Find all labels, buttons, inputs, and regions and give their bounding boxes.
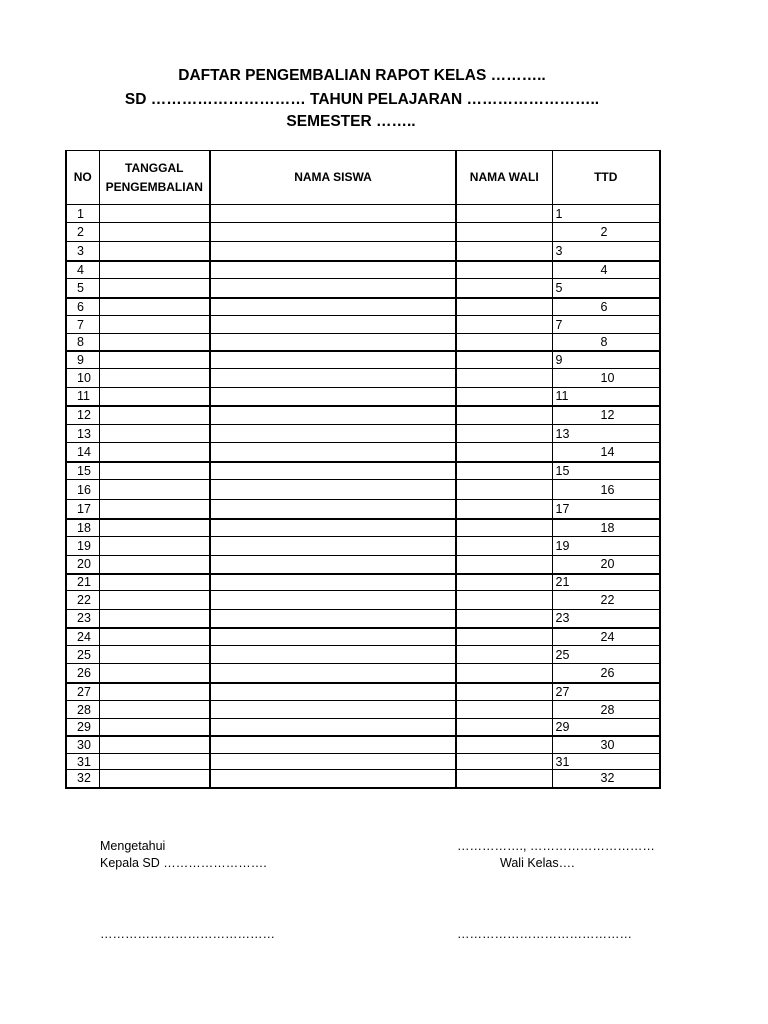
table-row xyxy=(66,610,660,628)
table-row xyxy=(66,646,660,664)
row-number: 9 xyxy=(66,351,99,369)
title-line-2: SD ………………………… TAHUN PELAJARAN …………………….. xyxy=(124,91,600,108)
cell-ttd-number: 6 xyxy=(552,298,660,316)
cell-nama-siswa xyxy=(210,646,456,664)
cell-nama-wali xyxy=(456,556,552,574)
row-number: 6 xyxy=(66,298,99,316)
row-number: 5 xyxy=(66,279,99,298)
cell-tanggal xyxy=(99,683,210,701)
cell-nama-wali xyxy=(456,425,552,443)
cell-nama-siswa xyxy=(210,719,456,736)
cell-nama-wali xyxy=(456,334,552,351)
cell-tanggal xyxy=(99,425,210,443)
cell-ttd-number: 16 xyxy=(552,480,660,500)
row-number: 27 xyxy=(66,683,99,701)
table-row xyxy=(66,351,660,369)
row-number: 19 xyxy=(66,537,99,556)
cell-ttd-number: 31 xyxy=(552,754,660,770)
table-row xyxy=(66,537,660,556)
row-number: 3 xyxy=(66,242,99,261)
row-number: 8 xyxy=(66,334,99,351)
table-row xyxy=(66,462,660,480)
header-tanggal xyxy=(99,151,210,205)
cell-nama-siswa xyxy=(210,261,456,279)
cell-nama-siswa xyxy=(210,205,456,223)
table-row xyxy=(66,369,660,388)
table-row xyxy=(66,591,660,610)
cell-nama-wali xyxy=(456,261,552,279)
table-row xyxy=(66,388,660,406)
cell-nama-siswa xyxy=(210,388,456,406)
cell-tanggal xyxy=(99,261,210,279)
cell-nama-siswa xyxy=(210,351,456,369)
table-row xyxy=(66,500,660,519)
cell-nama-siswa xyxy=(210,279,456,298)
cell-nama-wali xyxy=(456,316,552,334)
cell-nama-siswa xyxy=(210,369,456,388)
cell-tanggal xyxy=(99,556,210,574)
cell-nama-wali xyxy=(456,664,552,683)
table-row xyxy=(66,556,660,574)
cell-tanggal xyxy=(99,298,210,316)
table-row xyxy=(66,754,660,770)
cell-nama-wali xyxy=(456,610,552,628)
cell-ttd-number: 28 xyxy=(552,701,660,719)
cell-nama-siswa xyxy=(210,242,456,261)
cell-tanggal xyxy=(99,443,210,462)
cell-nama-siswa xyxy=(210,537,456,556)
cell-nama-siswa xyxy=(210,628,456,646)
cell-nama-wali xyxy=(456,574,552,591)
cell-tanggal xyxy=(99,242,210,261)
header-no: NO xyxy=(66,151,99,205)
cell-nama-wali xyxy=(456,369,552,388)
cell-tanggal xyxy=(99,369,210,388)
row-number: 29 xyxy=(66,719,99,736)
cell-nama-wali xyxy=(456,754,552,770)
cell-nama-wali xyxy=(456,701,552,719)
table-row xyxy=(66,205,660,223)
cell-tanggal xyxy=(99,754,210,770)
cell-ttd-number: 14 xyxy=(552,443,660,462)
cell-nama-siswa xyxy=(210,406,456,425)
cell-tanggal xyxy=(99,646,210,664)
signature-left-blank: …………………………………… xyxy=(100,927,275,941)
return-list-table xyxy=(65,150,661,789)
table-row xyxy=(66,261,660,279)
cell-tanggal xyxy=(99,205,210,223)
cell-nama-wali xyxy=(456,205,552,223)
cell-ttd-number: 26 xyxy=(552,664,660,683)
cell-ttd-number: 9 xyxy=(552,351,660,369)
cell-tanggal xyxy=(99,591,210,610)
row-number: 22 xyxy=(66,591,99,610)
table-row xyxy=(66,443,660,462)
table-row xyxy=(66,701,660,719)
cell-ttd-number: 24 xyxy=(552,628,660,646)
cell-tanggal xyxy=(99,223,210,242)
cell-nama-siswa xyxy=(210,664,456,683)
row-number: 24 xyxy=(66,628,99,646)
signature-left-line1: Mengetahui xyxy=(100,839,166,853)
cell-tanggal xyxy=(99,770,210,788)
cell-tanggal xyxy=(99,574,210,591)
cell-nama-wali xyxy=(456,500,552,519)
header-nama-siswa: NAMA SISWA xyxy=(210,151,456,205)
cell-nama-wali xyxy=(456,242,552,261)
cell-nama-siswa xyxy=(210,591,456,610)
cell-nama-wali xyxy=(456,480,552,500)
cell-ttd-number: 32 xyxy=(552,770,660,788)
cell-nama-wali xyxy=(456,462,552,480)
table-row xyxy=(66,425,660,443)
table-row xyxy=(66,223,660,242)
cell-nama-wali xyxy=(456,683,552,701)
cell-nama-wali xyxy=(456,279,552,298)
cell-tanggal xyxy=(99,537,210,556)
table-row xyxy=(66,334,660,351)
row-number: 28 xyxy=(66,701,99,719)
cell-nama-wali xyxy=(456,537,552,556)
row-number: 1 xyxy=(66,205,99,223)
table-row xyxy=(66,574,660,591)
cell-nama-wali xyxy=(456,770,552,788)
table-row xyxy=(66,279,660,298)
row-number: 18 xyxy=(66,519,99,537)
cell-ttd-number: 21 xyxy=(552,574,660,591)
table-row xyxy=(66,736,660,754)
row-number: 7 xyxy=(66,316,99,334)
row-number: 26 xyxy=(66,664,99,683)
row-number: 2 xyxy=(66,223,99,242)
cell-ttd-number: 10 xyxy=(552,369,660,388)
cell-tanggal xyxy=(99,316,210,334)
cell-tanggal xyxy=(99,719,210,736)
row-number: 11 xyxy=(66,388,99,406)
row-number: 32 xyxy=(66,770,99,788)
table-row xyxy=(66,298,660,316)
cell-nama-wali xyxy=(456,736,552,754)
cell-ttd-number: 11 xyxy=(552,388,660,406)
cell-ttd-number: 15 xyxy=(552,462,660,480)
table-row xyxy=(66,242,660,261)
table-row xyxy=(66,683,660,701)
row-number: 4 xyxy=(66,261,99,279)
row-number: 12 xyxy=(66,406,99,425)
cell-ttd-number: 22 xyxy=(552,591,660,610)
cell-ttd-number: 30 xyxy=(552,736,660,754)
cell-ttd-number: 8 xyxy=(552,334,660,351)
cell-nama-siswa xyxy=(210,770,456,788)
title-line-3: SEMESTER …….. xyxy=(286,113,416,130)
cell-tanggal xyxy=(99,519,210,537)
row-number: 14 xyxy=(66,443,99,462)
title-line-1: DAFTAR PENGEMBALIAN RAPOT KELAS ……….. xyxy=(178,67,546,84)
cell-ttd-number: 27 xyxy=(552,683,660,701)
table-row xyxy=(66,316,660,334)
header-nama-wali: NAMA WALI xyxy=(456,151,552,205)
header-tanggal-line2: PENGEMBALIAN xyxy=(105,179,203,194)
cell-ttd-number: 1 xyxy=(552,205,660,223)
cell-nama-siswa xyxy=(210,754,456,770)
cell-tanggal xyxy=(99,334,210,351)
cell-nama-siswa xyxy=(210,701,456,719)
cell-ttd-number: 7 xyxy=(552,316,660,334)
table-row xyxy=(66,519,660,537)
cell-ttd-number: 25 xyxy=(552,646,660,664)
cell-ttd-number: 18 xyxy=(552,519,660,537)
header-ttd: TTD xyxy=(552,151,660,205)
row-number: 15 xyxy=(66,462,99,480)
table-row xyxy=(66,406,660,425)
row-number: 21 xyxy=(66,574,99,591)
cell-ttd-number: 17 xyxy=(552,500,660,519)
cell-nama-wali xyxy=(456,351,552,369)
cell-ttd-number: 13 xyxy=(552,425,660,443)
header-tanggal-line1: TANGGAL xyxy=(125,160,184,175)
cell-nama-siswa xyxy=(210,443,456,462)
table-row xyxy=(66,719,660,736)
cell-nama-siswa xyxy=(210,736,456,754)
cell-ttd-number: 23 xyxy=(552,610,660,628)
cell-ttd-number: 12 xyxy=(552,406,660,425)
cell-tanggal xyxy=(99,351,210,369)
table-row xyxy=(66,628,660,646)
row-number: 30 xyxy=(66,736,99,754)
signature-right-line2: Wali Kelas…. xyxy=(500,856,575,870)
cell-nama-siswa xyxy=(210,462,456,480)
signature-left-line2: Kepala SD ……………………. xyxy=(100,856,267,870)
cell-nama-siswa xyxy=(210,223,456,242)
cell-nama-siswa xyxy=(210,500,456,519)
cell-nama-siswa xyxy=(210,425,456,443)
table-row xyxy=(66,664,660,683)
cell-tanggal xyxy=(99,462,210,480)
cell-nama-wali xyxy=(456,646,552,664)
row-number: 23 xyxy=(66,610,99,628)
cell-nama-siswa xyxy=(210,610,456,628)
cell-nama-wali xyxy=(456,519,552,537)
cell-nama-siswa xyxy=(210,316,456,334)
table-row xyxy=(66,480,660,500)
cell-ttd-number: 5 xyxy=(552,279,660,298)
row-number: 20 xyxy=(66,556,99,574)
cell-ttd-number: 20 xyxy=(552,556,660,574)
cell-nama-wali xyxy=(456,628,552,646)
row-number: 13 xyxy=(66,425,99,443)
cell-nama-siswa xyxy=(210,574,456,591)
row-number: 25 xyxy=(66,646,99,664)
cell-ttd-number: 29 xyxy=(552,719,660,736)
cell-ttd-number: 4 xyxy=(552,261,660,279)
row-number: 10 xyxy=(66,369,99,388)
cell-tanggal xyxy=(99,701,210,719)
signature-right-blank: …………………………………… xyxy=(457,927,632,941)
cell-tanggal xyxy=(99,388,210,406)
cell-nama-siswa xyxy=(210,683,456,701)
table-header-row xyxy=(66,151,660,205)
cell-ttd-number: 2 xyxy=(552,223,660,242)
cell-nama-siswa xyxy=(210,334,456,351)
cell-nama-wali xyxy=(456,298,552,316)
cell-nama-wali xyxy=(456,719,552,736)
cell-tanggal xyxy=(99,500,210,519)
cell-tanggal xyxy=(99,736,210,754)
row-number: 16 xyxy=(66,480,99,500)
cell-nama-wali xyxy=(456,388,552,406)
cell-nama-wali xyxy=(456,406,552,425)
cell-nama-siswa xyxy=(210,480,456,500)
cell-ttd-number: 3 xyxy=(552,242,660,261)
cell-tanggal xyxy=(99,279,210,298)
cell-tanggal xyxy=(99,406,210,425)
row-number: 31 xyxy=(66,754,99,770)
cell-tanggal xyxy=(99,664,210,683)
cell-nama-wali xyxy=(456,591,552,610)
cell-nama-wali xyxy=(456,223,552,242)
cell-nama-siswa xyxy=(210,298,456,316)
signature-right-line1: ……………., ………………………… xyxy=(457,839,655,853)
cell-nama-siswa xyxy=(210,556,456,574)
cell-nama-wali xyxy=(456,443,552,462)
cell-tanggal xyxy=(99,628,210,646)
table-row xyxy=(66,770,660,788)
cell-tanggal xyxy=(99,610,210,628)
cell-tanggal xyxy=(99,480,210,500)
cell-nama-siswa xyxy=(210,519,456,537)
row-number: 17 xyxy=(66,500,99,519)
cell-ttd-number: 19 xyxy=(552,537,660,556)
